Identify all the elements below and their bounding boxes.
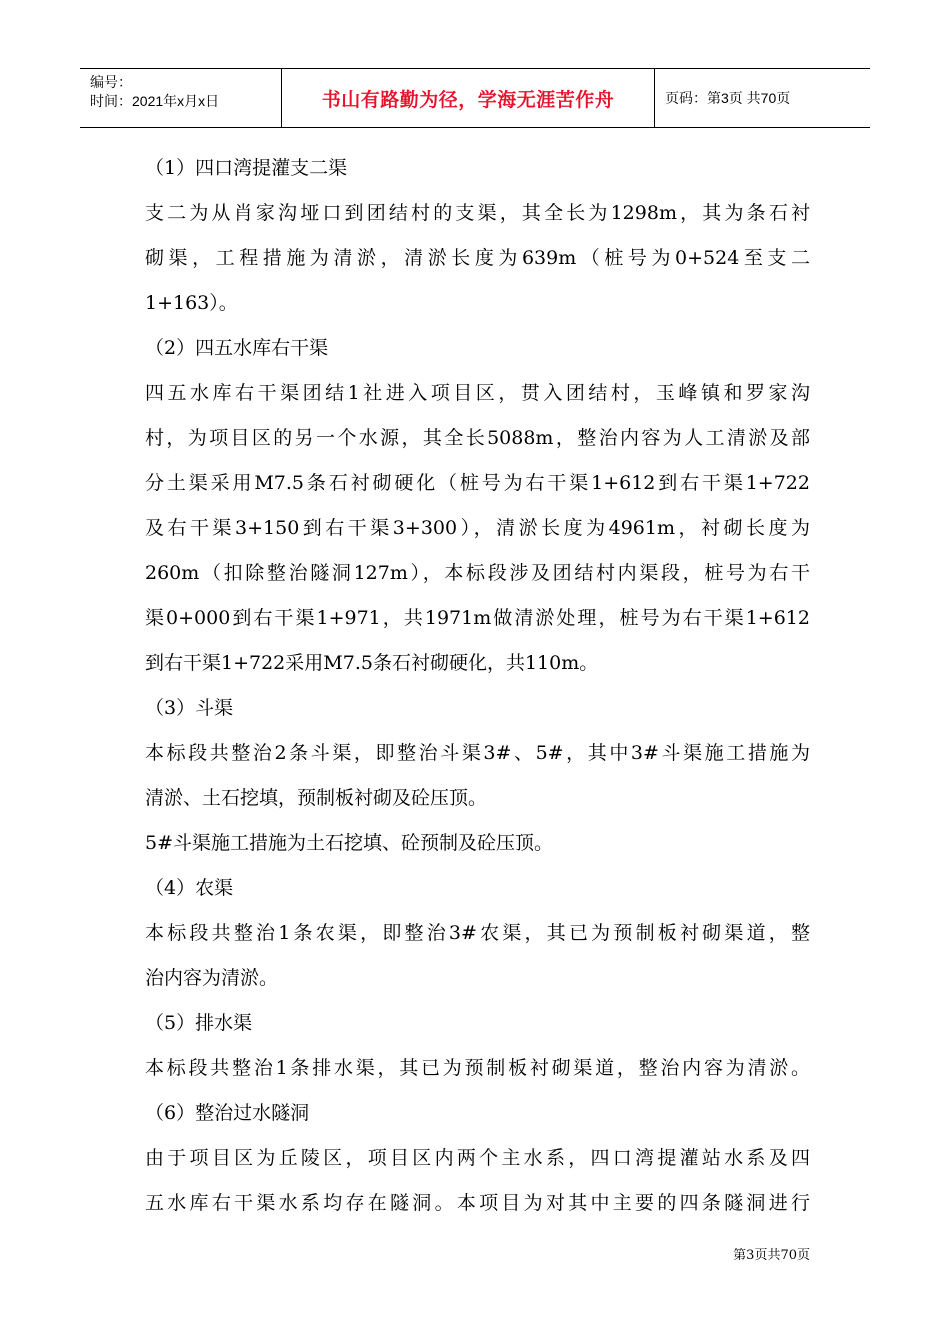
header-motto: 书山有路勤为径，学海无涯苦作舟 [321, 88, 615, 111]
header-page-info: 页码：第3页 共70页 [665, 90, 791, 106]
body-line: 本标段共整治2条斗渠，即整治斗渠3#、5#，其中3#斗渠施工措施为 [145, 742, 810, 764]
body-line: 砌渠，工程措施为清淤，清淤长度为639m（桩号为0+524至支二 [145, 247, 810, 269]
body-line: 260m（扣除整治隧洞127m），本标段涉及团结村内渠段，桩号为右干 [145, 562, 810, 584]
section-heading: （1）四口湾提灌支二渠 [145, 157, 348, 179]
document-number-label: 编号： [90, 74, 132, 90]
body-line: 本标段共整治1条排水渠，其已为预制板衬砌渠道，整治内容为清淤。 [145, 1057, 810, 1079]
body-line: 本标段共整治1条农渠，即整治3#农渠，其已为预制板衬砌渠道，整 [145, 922, 810, 944]
section-heading: （5）排水渠 [145, 1012, 253, 1034]
body-line: 5#斗渠施工措施为土石挖填、砼预制及砼压顶。 [145, 832, 554, 854]
body-line: 渠0+000到右干渠1+971，共1971m做清淤处理，桩号为右干渠1+612 [145, 607, 810, 629]
body-line: 村，为项目区的另一个水源，其全长5088m，整治内容为人工清淤及部 [145, 427, 810, 449]
body-line: 五水库右干渠水系均存在隧洞。本项目为对其中主要的四条隧洞进行 [145, 1192, 810, 1214]
body-line: 1+163）。 [145, 292, 238, 314]
body-line: 四五水库右干渠团结1社进入项目区，贯入团结村，玉峰镇和罗家沟 [145, 382, 810, 404]
header-page-info-cell [655, 69, 870, 127]
document-time-label: 时间：2021年x月x日 [90, 93, 220, 109]
section-heading: （6）整治过水隧洞 [145, 1102, 310, 1124]
page-footer: 第3页共70页 [733, 1248, 810, 1263]
body-line: 清淤、土石挖填，预制板衬砌及砼压顶。 [145, 787, 488, 809]
body-line: 到右干渠1+722采用M7.5条石衬砌硬化，共110m。 [145, 652, 599, 674]
page-header [80, 68, 870, 128]
body-line: 及右干渠3+150到右干渠3+300），清淤长度为4961m，衬砌长度为 [145, 517, 810, 539]
body-line: 支二为从肖家沟垭口到团结村的支渠，其全长为1298m，其为条石衬 [145, 202, 810, 224]
body-line: 分土渠采用M7.5条石衬砌硬化（桩号为右干渠1+612到右干渠1+722 [145, 472, 810, 494]
body-line: 治内容为清淤。 [145, 967, 279, 989]
header-meta [80, 69, 282, 127]
section-heading: （2）四五水库右干渠 [145, 337, 329, 359]
body-line: 由于项目区为丘陵区，项目区内两个主水系，四口湾提灌站水系及四 [145, 1147, 810, 1169]
header-motto-cell [282, 69, 655, 127]
section-heading: （3）斗渠 [145, 697, 234, 719]
document-body [145, 146, 810, 1226]
section-heading: （4）农渠 [145, 877, 234, 899]
